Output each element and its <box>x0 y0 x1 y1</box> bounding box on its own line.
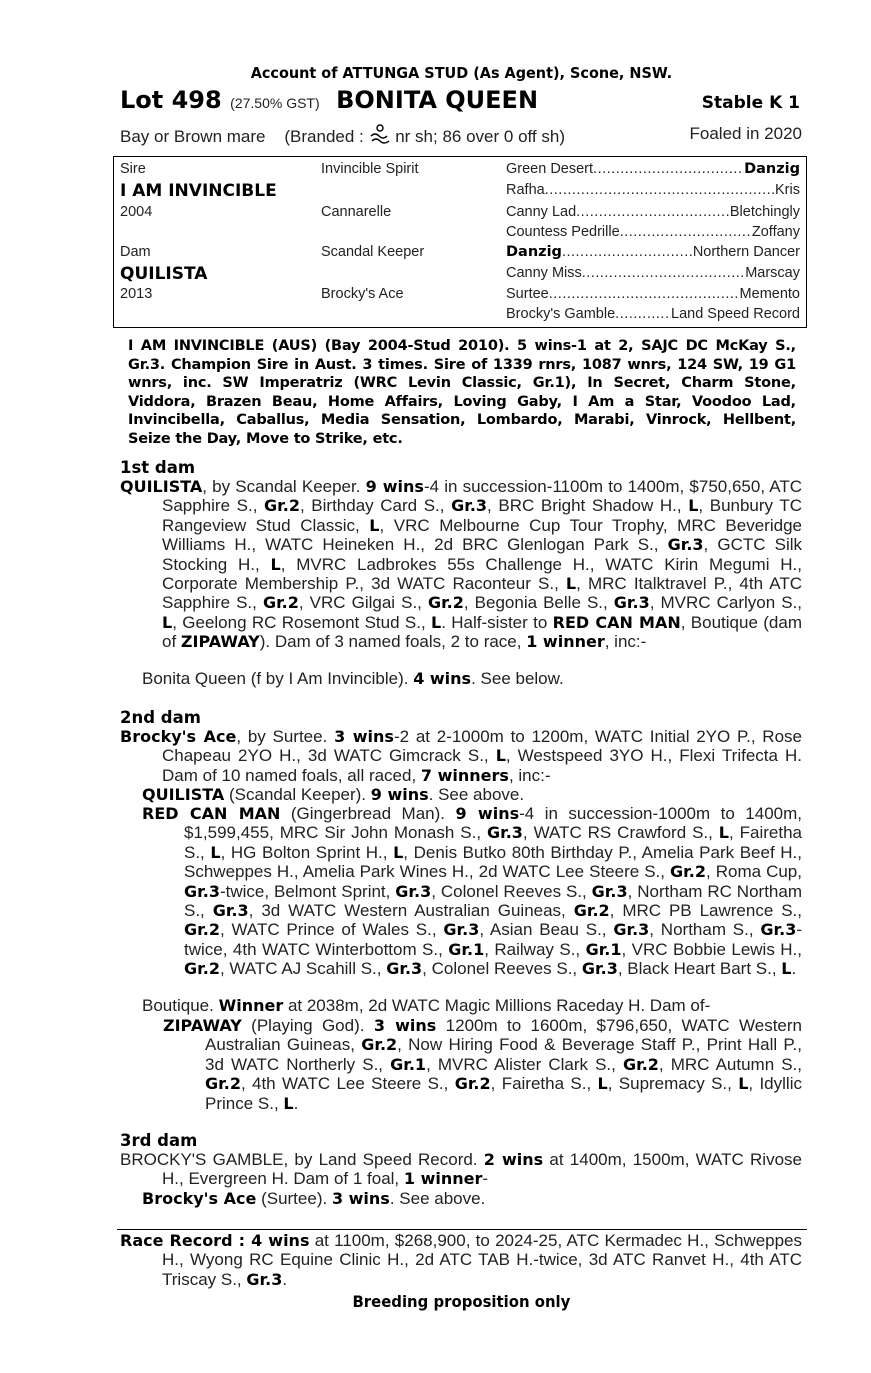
account-line: Account of ATTUNGA STUD (As Agent), Scone, NSW. <box>250 64 673 82</box>
third-gen-sire: Land Speed Record <box>671 306 800 322</box>
bold-run: Gr.3 <box>386 959 423 979</box>
description-line <box>120 124 802 147</box>
bold-run: Gr.2 <box>427 593 464 613</box>
third-gen-name: Surtee <box>506 286 549 302</box>
description-text: Bay or Brown mare (Branded : <box>120 127 369 146</box>
bold-run: L <box>210 842 221 862</box>
bold-run: Gr.3 <box>486 823 523 843</box>
bold-run: L <box>597 1074 608 1094</box>
third-dam-entry: BROCKY'S GAMBLE, by Land Speed Record. 2 wins at 1400m, 1500m, WATC Rivose H., Evergreen H. Dam of 1 foal, 1 winner- <box>120 1150 802 1189</box>
bold-run: ZIPAWAY <box>180 632 260 652</box>
bold-run: L <box>565 574 577 594</box>
bold-run: L <box>495 746 506 766</box>
horse-name: BONITA QUEEN <box>336 86 539 114</box>
foaled-year: Foaled in 2020 <box>689 124 802 143</box>
sire-label: Sire <box>120 161 146 177</box>
boutique-progeny-zipaway: ZIPAWAY (Playing God). 3 wins 1200m to 1600m, $796,650, WATC Western Australian Guineas, Gr.2, Now Hiring Food & Beverage Staff P., Print Hall P., 3d WATC Northerly S., Gr.1, MVRC Alister Clark S., Gr.2, MRC Autumn S., Gr.2, 4th WATC Lee Steere S., Gr.2, Fairetha S., L, Supremacy S., L, Idyllic Prince S., L. <box>163 1016 803 1113</box>
bold-run: 9 wins <box>455 804 520 823</box>
bold-run: L <box>738 1074 749 1094</box>
dam-name: QUILISTA <box>120 264 208 284</box>
bold-run: Gr.3 <box>760 920 797 940</box>
bold-run: L <box>369 515 380 535</box>
bold-run: Gr.3 <box>443 920 480 940</box>
bold-run: Gr.3 <box>184 881 220 901</box>
third-gen-row <box>506 224 800 240</box>
bold-run: 3 wins <box>334 727 394 746</box>
bold-run: Gr.3 <box>212 901 249 921</box>
bold-run: L <box>393 842 404 862</box>
third-gen-sire: Zoffany <box>751 224 800 240</box>
third-gen-row <box>506 286 800 302</box>
bold-run: L <box>431 612 442 632</box>
bold-run: L <box>718 823 729 843</box>
first-dam-entry: QUILISTA, by Scandal Keeper. 9 wins-4 in succession-1100m to 1400m, $750,650, ATC Sapphire S., Gr.2, Birthday Card S., Gr.3, BRC Bright Shadow H., L, Bunbury TC Rangeview Stud Classic, L, VRC Melbourne Cup Tour Trophy, MRC Beveridge Williams H., WATC Heineken H., 2d BRC Glenlogan Park S., Gr.3, GCTC Silk Stocking H., L, MVRC Ladbrokes 55s Challenge H., WATC Kirin Megumi H., Corporate Membership P., 3d WATC Raconteur S., L, MRC Italktravel P., 4th ATC Sapphire S., Gr.2, VRC Gilgai S., Gr.2, Begonia Belle S., Gr.3, MVRC Carlyon S., L, Geelong RC Rosemont Stud S., L. Half-sister to RED CAN MAN, Boutique (dam of ZIPAWAY). Dam of 3 named foals, 2 to race, 1 winner, inc:- <box>120 477 803 652</box>
stable-location: Stable K 1 <box>701 93 800 113</box>
bold-run: 1 winner <box>403 1169 483 1189</box>
bold-run: Race Record : 4 wins <box>120 1231 310 1250</box>
bold-run: Gr.3 <box>451 496 488 516</box>
bold-run: Gr.2 <box>205 1074 241 1094</box>
third-gen-name: Danzig <box>506 244 562 260</box>
race-record: Race Record : 4 wins at 1100m, $268,900, to 2024-25, ATC Kermadec H., Schweppes H., Wyong RC Equine Clinic H., 2d ATC TAB H.-twice, 3d ATC Ranvet H., 4th ATC Triscay S., Gr.3. <box>120 1231 803 1289</box>
third-gen-row <box>506 182 800 198</box>
gst-note: (27.50% GST) <box>230 95 320 111</box>
bold-run: 3 wins <box>331 1189 390 1208</box>
dam-sire: Scandal Keeper <box>321 244 425 260</box>
third-dam-progeny: Brocky's Ace (Surtee). 3 wins. See above. <box>142 1189 486 1208</box>
dam-year: 2013 <box>120 286 153 302</box>
third-gen-sire: Memento <box>739 286 800 302</box>
bold-run: Gr.2 <box>262 593 299 613</box>
third-gen-row <box>506 244 800 260</box>
lot-line <box>120 86 810 118</box>
third-gen-row <box>506 161 800 177</box>
bold-run: L <box>688 496 699 516</box>
divider <box>117 1229 807 1230</box>
second-dam-heading: 2nd dam <box>120 708 201 727</box>
third-gen-name: Green Desert <box>506 161 594 177</box>
bold-run: Gr.3 <box>667 535 704 555</box>
bold-run: Brocky's Ace <box>120 727 237 746</box>
bold-run: Gr.1 <box>390 1054 427 1074</box>
sire-name: I AM INVINCIBLE <box>120 181 277 201</box>
third-gen-row <box>506 265 800 281</box>
bold-run: 9 wins <box>365 477 424 496</box>
bold-run: Gr.2 <box>670 862 706 882</box>
bold-run: Gr.2 <box>264 496 300 516</box>
bold-run: ZIPAWAY <box>163 1016 242 1035</box>
bold-run: Gr.2 <box>184 920 220 940</box>
dam-label: Dam <box>120 244 151 260</box>
bold-run: Gr.1 <box>448 939 485 959</box>
bold-run: Gr.2 <box>184 959 220 979</box>
breeding-note: Breeding proposition only <box>352 1292 571 1311</box>
bold-run: Gr.1 <box>585 939 622 959</box>
branding-details: nr sh; 86 over 0 off sh) <box>390 127 565 146</box>
bold-run: RED CAN MAN <box>552 612 681 632</box>
third-gen-name: Canny Miss <box>506 265 582 281</box>
dam-dam: Brocky's Ace <box>321 286 404 302</box>
third-gen-name: Canny Lad <box>506 204 577 220</box>
bold-run: Gr.3 <box>591 881 628 901</box>
bold-run: L <box>162 612 173 632</box>
bold-run: QUILISTA <box>142 785 225 804</box>
bold-run: L <box>781 959 792 979</box>
third-gen-name: Brocky's Gamble <box>506 306 616 322</box>
bold-run: QUILISTA <box>120 477 203 496</box>
third-gen-sire: Bletchingly <box>729 204 800 220</box>
second-dam-progeny-red-can-man: RED CAN MAN (Gingerbread Man). 9 wins-4 in succession-1000m to 1400m, $1,599,455, MRC Sir John Monash S., Gr.3, WATC RS Crawford S., L, Fairetha S., L, HG Bolton Sprint H., L, Denis Butko 80th Birthday P., Amelia Park Beef H., Schweppes H., Amelia Park Wines H., 2d WATC Lee Steere S., Gr.2, Roma Cup, Gr.3-twice, Belmont Sprint, Gr.3, Colonel Reeves S., Gr.3, Northam RC Northam S., Gr.3, 3d WATC Western Australian Guineas, Gr.2, MRC PB Lawrence S., Gr.2, WATC Prince of Wales S., Gr.3, Asian Beau S., Gr.3, Northam S., Gr.3-twice, 4th WATC Winterbottom S., Gr.1, Railway S., Gr.1, VRC Bobbie Lewis H., Gr.2, WATC AJ Scahill S., Gr.3, Colonel Reeves S., Gr.3, Black Heart Bart S., L. <box>142 804 802 979</box>
bold-run: Gr.3 <box>613 920 650 940</box>
third-gen-sire: Marscay <box>745 265 800 281</box>
third-gen-sire: Kris <box>775 182 800 198</box>
sire-dam: Cannarelle <box>321 204 392 220</box>
third-gen-name: Countess Pedrille <box>506 224 620 240</box>
bold-run: Gr.2 <box>573 901 610 921</box>
bold-run: 1 winner <box>526 632 605 652</box>
first-dam-heading: 1st dam <box>120 458 196 477</box>
sire-sire: Invincible Spirit <box>321 161 419 177</box>
bold-run: Gr.3 <box>581 959 618 979</box>
third-gen-row <box>506 306 800 322</box>
bold-run: Gr.3 <box>395 881 432 901</box>
sire-summary: I AM INVINCIBLE (AUS) (Bay 2004-Stud 2010). 5 wins-1 at 2, SAJC DC McKay S., Gr.3. Champion Sire in Aust. 3 times. Sire of 1339 rnrs, 1087 wnrs, 124 SW, 19 G1 wnrs, inc. SW Imperatriz (WRC Levin Classic, Gr.1), In Secret, Charm Stone, Viddora, Brazen Beau, Home Affairs, Loving Gaby, I Am a Star, Voodoo Lad, Invincibella, Caballus, Media Sensation, Lombardo, Marabi, Vinrock, Hellbent, Seize the Day, Move to Strike, etc. <box>128 338 796 447</box>
bold-run: Gr.2 <box>454 1074 491 1094</box>
second-dam-progeny-boutique: Boutique. Winner at 2038m, 2d WATC Magic Millions Raceday H. Dam of- <box>142 996 711 1015</box>
bold-run: Gr.3 <box>613 593 650 613</box>
third-gen-sire: Danzig <box>744 161 800 177</box>
bold-run: Gr.3 <box>246 1269 283 1289</box>
first-dam-progeny: Bonita Queen (f by I Am Invincible). 4 wins. See below. <box>142 669 564 688</box>
second-dam-progeny-quilista: QUILISTA (Scandal Keeper). 9 wins. See above. <box>142 785 525 804</box>
third-gen-name: Rafha <box>506 182 545 198</box>
brand-mark-icon <box>369 124 391 144</box>
bold-run: Gr.2 <box>622 1054 659 1074</box>
bold-run: 9 wins <box>370 785 429 804</box>
third-gen-row <box>506 204 800 220</box>
bold-run: 3 wins <box>373 1016 437 1035</box>
bold-run: 4 wins <box>413 669 472 688</box>
bold-run: 2 wins <box>483 1150 544 1169</box>
bold-run: 7 winners <box>420 765 509 785</box>
pedigree-table <box>113 156 807 328</box>
second-dam-entry: Brocky's Ace, by Surtee. 3 wins-2 at 2-1000m to 1200m, WATC Initial 2YO P., Rose Chapeau 2YO H., 3d WATC Gimcrack S., L, Westspeed 3YO H., Flexi Trifecta H. Dam of 10 named foals, all raced, 7 winners, inc:- <box>120 727 802 785</box>
bold-run: Winner <box>218 996 284 1015</box>
bold-run: L <box>283 1093 294 1113</box>
bold-run: Gr.2 <box>361 1035 398 1055</box>
bold-run: Brocky's Ace <box>142 1189 257 1208</box>
sire-year: 2004 <box>120 204 153 220</box>
third-dam-heading: 3rd dam <box>120 1131 198 1150</box>
bold-run: RED CAN MAN <box>142 804 281 823</box>
bold-run: L <box>270 554 281 574</box>
lot-number: Lot 498 <box>120 86 222 114</box>
third-gen-sire: Northern Dancer <box>692 244 800 260</box>
